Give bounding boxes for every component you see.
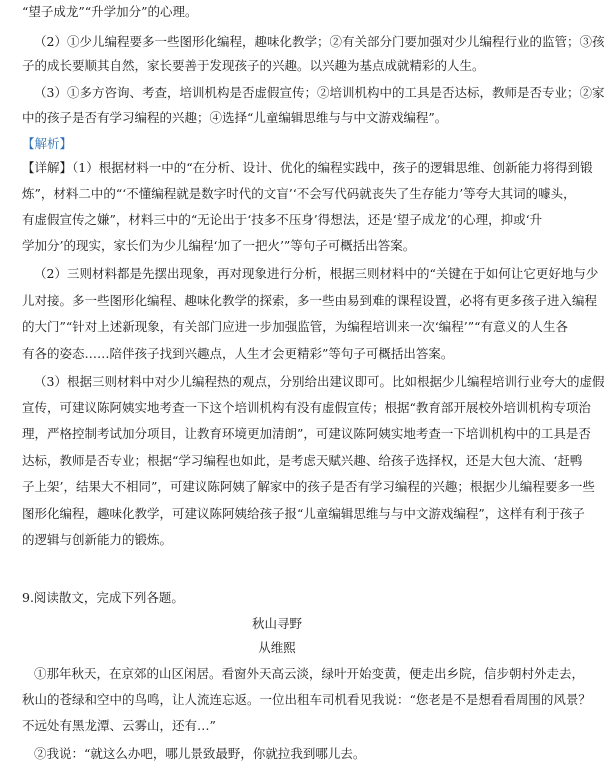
detail-1-line-3: 有虚假宣传之嫌”，材料三中的“无论出于‘技多不压身’得想法，还是‘望子成龙’的心理，抑或‘升: [22, 212, 543, 227]
essay-para-1-line-3: 不远处有黑龙潭、云雾山，还有…”: [22, 718, 216, 733]
detail-3-line-6: 图形化编程，趣味化教学，可建议陈阿姨给孩子报“儿童编辑思维与与中文游戏编程”，这样有利于孩子: [22, 506, 585, 521]
detail-3-line-2: 宣传，可建议陈阿姨实地考查一下这个培训机构有没有虚假宣传；根据“教育部开展校外培训机构专项治: [22, 400, 591, 415]
detail-1-line-4: 学加分’的现实，家长们为少儿编程‘加了一把火’”等句子可概括出答案。: [22, 238, 416, 253]
essay-para-1-line-2: 秋山的苍绿和空中的鸟鸣，让人流连忘返。一位出租车司机看见我说：“您老是不是想看看周围的风景？: [22, 692, 591, 707]
answer-2-line-1: （2）①少儿编程要多一些图形化编程，趣味化教学；②有关部分门要加强对少儿编程行业的监管；③孩: [34, 34, 604, 49]
essay-para-2-line-1: ②我说：“就这么办吧，哪儿景致最野，你就拉我到哪儿去。: [34, 746, 366, 761]
detail-3-line-1: （3）根据三则材料中对少儿编程热的观点，分别给出建议即可。比如根据少儿编程培训行业夸大的虚假: [34, 374, 604, 389]
essay-title: 秋山寻野: [251, 616, 302, 631]
essay-author: 从维熙: [258, 640, 296, 655]
detail-3-line-4: 达标，教师是否专业；根据“学习编程也如此，是考虑天赋兴趣、给孩子选择权，还是大包大流、‘赶鸭: [22, 453, 583, 468]
answer-line-1: “望子成龙”“升学加分”的心理。: [22, 4, 198, 19]
detail-3-line-3: 理，严格控制考试加分项目，让教育环境更加清朗”，可建议陈阿姨实地考查一下培训机构中的工具是否: [22, 426, 591, 441]
analysis-heading: 【解析】: [22, 136, 73, 151]
detail-3-line-7: 的逻辑与创新能力的锻炼。: [22, 532, 173, 547]
detail-2-line-1: （2）三则材料都是先摆出现象，再对现象进行分析，根据三则材料中的“关键在于如何让它更好地与少: [34, 266, 599, 281]
question-9-prompt: 9.阅读散文，完成下列各题。: [22, 590, 184, 605]
answer-3-line-1: （3）①多方咨询、考查，培训机构是否虚假宣传；②培训机构中的工具是否达标，教师是否专业；②家: [34, 85, 604, 100]
detail-2-line-4: 有各的姿态……陪伴孩子找到兴趣点，人生才会更精彩”等句子可概括出答案。: [22, 346, 454, 361]
detail-2-line-2: 儿对接。多一些图形化编程、趣味化教学的探索，多一些由易到难的课程设置，必将有更多孩子进入编程: [22, 293, 598, 308]
detail-1-line-1: 【详解】（1）根据材料一中的“在分析、设计、优化的编程实践中，孩子的逻辑思维、创新能力将得到锻: [22, 160, 593, 175]
detail-2-line-3: 的大门”“针对上述新现象，有关部门应进一步加强监管，为编程培训来一次‘编程’”“有意义的人生各: [22, 319, 569, 334]
answer-3-line-2: 中的孩子是否有学习编程的兴趣；④选择“儿童编辑思维与与中文游戏编程”。: [22, 110, 448, 125]
answer-2-line-2: 子的成长要顺其自然，家长要善于发现孩子的兴趣。以兴趣为基点成就精彩的人生。: [22, 58, 485, 73]
detail-3-line-5: 子上架’，结果大不相同”，可建议陈阿姨了解家中的孩子是否有学习编程的兴趣；根据少儿编程要多一些: [22, 479, 595, 494]
detail-1-line-2: 炼”，材料二中的“‘不懂编程就是数字时代的文盲’‘不会写代码就丧失了生存能力’等夸大其词的噱头，: [22, 186, 576, 201]
essay-para-1-line-1: ①那年秋天，在京郊的山区闲居。看窗外天高云淡，绿叶开始变黄，便走出乡院，信步朝村外走去，: [34, 666, 585, 681]
